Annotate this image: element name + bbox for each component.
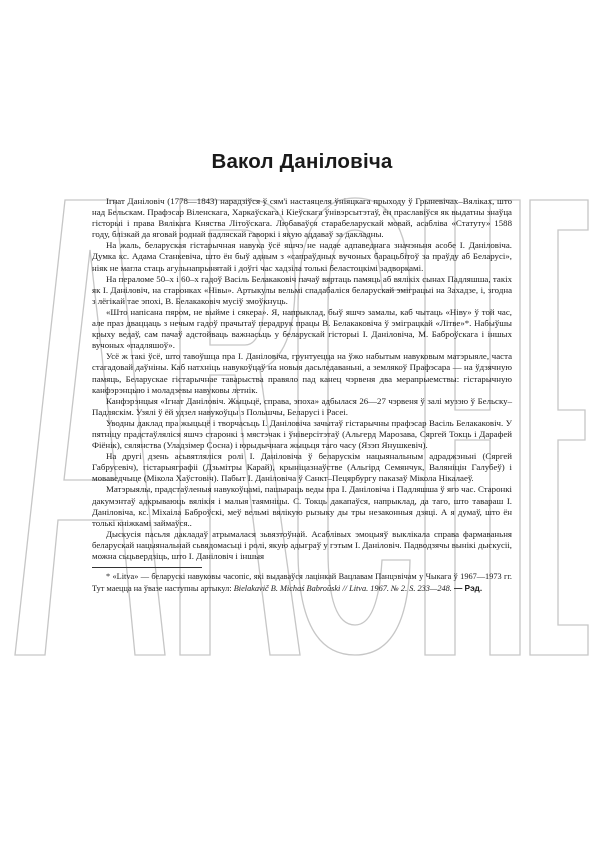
footnote-editor-mark: — Рэд.: [453, 582, 483, 593]
paragraph: Дыскусія пасьля дакладаў атрымалася зьвязтоўнай. Асаблівых эмоцыяў выклікала справа фармаваньня беларускай нацыянальнай сьвядомасьці і ролі, якую адыграў у гэтым І. Даніловіч. Падводзячы вынікі дыскусіі, можна сьцьвердзіць, што І. Даніловіч і іншыя: [92, 528, 512, 561]
document-page: [92, 140, 512, 594]
article-title: Вакол Даніловіча: [211, 150, 393, 173]
watermark-letter-e: [530, 200, 588, 655]
footnote-divider: [92, 567, 202, 568]
paragraph: Канфэрэнцыя «Ігнат Даніловіч. Жыцьцё, справа, эпоха» адбылася 26—27 чэрвеня ў залі музэю ў Бельску–Падляскім. Узялі ў ёй удзел навукоўцы з Польшчы, Беларусі і Расеі.: [92, 395, 512, 417]
article-body: [92, 196, 512, 562]
paragraph: Усё ж такі ўсё, што тавоўшца пра І. Даніловіча, грунтуецца на ўжо набытым навуковым матэрыяле, часта стагадовай даўніны. Каб натхніць навукоўцаў на новыя дасьледаваньні, а землякоў Прафэсара — на ўдзячную памяць, Беларускае гістарычнае таварыства правяло пад канец чэрвеня два мерапрыемствы: гістарычную канфэрэнцыю і моладзевы навуковы летнік.: [92, 351, 512, 395]
paragraph: На жаль, беларуская гістарычная навука ўсё яшчэ не надае адпаведнага значэньня асобе І. Даніловіча. Думка кс. Адама Станкевіча, што ён быў адным з «сапраўдных вучоных барацьбітоў за праўду аб Беларусі», ніяк не магла стаць агульнапрынятай і доўгі час хадзіла толькі беластоцкімі задворкамі.: [92, 240, 512, 273]
paragraph: Матэрыялы, прадстаўленыя навукоўцамі, пашыраць веды пра І. Даніловіча і Падляшша ў яго час. Старонкі дакумэнтаў адкрываюць вялікія і малыя таямніцы. С. Токць дакапаўся, напрыклад, да таго, што тавараш І. Даніловіча, кс. Міхаіла Баброўскі, меў вельмі вялікую рызыку ды тры незаконныя дзяці. А я думаў, што ён толькі кніжкамі займаўся..: [92, 484, 512, 528]
paragraph: На пераломе 50–х і 60–х гадоў Васіль Белакаковіч пачаў вяртаць памяць аб вялікіх сынах Падляшша, такіх як І. Даніловіч, на старонках «Нівы». Артыкулы вельмі спадабаліся беларускай эміграцыі на Захадзе, і, згодна з лёгікай тае эпохі, В. Белакаковіч мусіў змоўкнуць.: [92, 273, 512, 306]
paragraph: Ігнат Даніловіч (1778—1843) нарадзіўся ў сям'і настаяцеля ўніяцкага прыходу ў Грыневічах–Вяліках, што над Бельскам. Прафэсар Віленскага, Харкаўскага і Кіеўскага ўнівэрсытэтаў, ён праславіўся як выдатны знаўца гісторыі і права Вялікага Княства Літоўскага. Любаваўся старабеларускай мовай, асабліва «Статуту» 1588 году, блізкай да яговай роднай падляскай гаворкі і якую аддаваў за дакладны.: [92, 196, 512, 240]
paragraph: На другі дзень асьвятляліся ролі І. Даніловіча ў беларускім нацыянальным адраджэньні (Сяргей Габрусевіч), гістарыяграфіі (Дзьмітры Карай), крыніцазнаўстве (Альгірд Семянчук, Валяніцін Галубеў) і моваведчыце (Мікола Хаўстовіч). Пабыт І. Даніловіча ў Санкт–Пецярбургу паказаў Мікола Нікалаеў.: [92, 451, 512, 484]
footnote-source: Bielakavič B. Michaś Babroŭski // Litva. 1967. № 2. S. 233—248.: [233, 583, 452, 593]
paragraph: Уводны даклад пра жыцьцё і творчасьць І. Даніловіча зачытаў гістарычны прафэсар Васіль Белакаковіч. У пятніцу прадстаўляліся яшчэ старонкі з мястэчак і ўніверсітэтаў (Альгерд Марозава, Сяргей Токць і Дарафей Фіёнік), сялянства (Уладзімер Сосна) і юрыдычнага жыцьця таго часу (Язэп Янушкевіч).: [92, 417, 512, 451]
footnote: [92, 572, 512, 594]
footnote-body: * «Litva» — беларускі навуковы часопіс, які выдаваўся лацінкай Вацлавам Панцэвічам у Чыкага ў 1967—1973 гг. Тут маецца на ўвазе наступны артыкул:: [92, 572, 512, 593]
footnote-text: [92, 572, 512, 594]
paragraph: «Што напісана пяром, не выйме і сякера». Я, напрыклад, быў яшчэ замалы, каб чытаць «Ніву» ў той час, але праз дваццаць з нечым гадоў прачытаў перадрук працы В. Белакаковіча ў эміграцкай «Літве»*. Набыўшы крыху ведаў, сам пачаў адстойваць важнасьць у беларускай гісторыі І. Даніловіча, М. Баброўскага і іншых вучоных «падляшоў».: [92, 306, 512, 351]
